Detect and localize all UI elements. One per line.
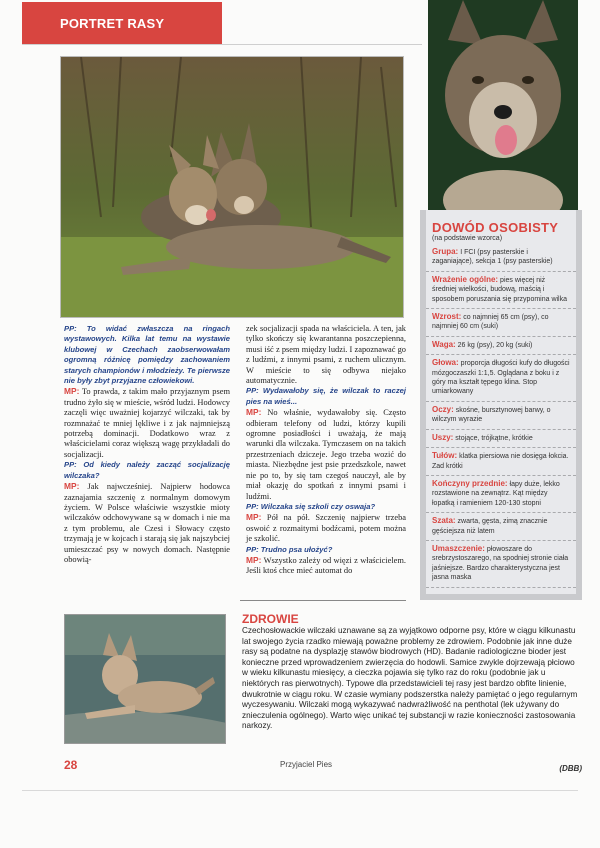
answer-text: zek socjalizacji spada na właściciela. A ten, jak tylko skończy się kwarantanna poszczepienna, musi iść z psem między ludzi. I zapoznawać go z ludźmi, z innymi psami, z ruchem ulicznym. W mieście to się odbywa niejako automatycznie. bbox=[246, 324, 406, 386]
interview-answer bbox=[246, 324, 406, 386]
header-divider bbox=[22, 44, 422, 45]
fact-value: klatka piersiowa nie dosięga łokcia. Zad krótki bbox=[432, 453, 569, 470]
fact-value: co najmniej 65 cm (psy), co najmniej 60 cm (suki) bbox=[432, 314, 549, 331]
health-title: ZDROWIE bbox=[242, 612, 299, 626]
fact-row bbox=[426, 430, 576, 448]
speaker-tag: MP: bbox=[246, 407, 262, 418]
fact-row bbox=[426, 244, 576, 272]
interview-answer bbox=[64, 481, 230, 565]
fact-label: Grupa: bbox=[432, 247, 459, 256]
fact-label: Wrażenie ogólne: bbox=[432, 274, 499, 284]
fact-value: łapy duże, lekko rozstawione na zewnątrz. Kąt między łopatką i ramieniem 120-130 stopni bbox=[432, 480, 560, 507]
interview-question: PP: To widać zwłaszcza na ringach wystawowych. Kilka lat temu na wystawie klubowej w Czechach zaobserwowałam ogromną różnicę pomiędzy zachowaniem starych championów i młodzieży. Te pierwsze nie były zbyt przyjazne człowiekowi. bbox=[64, 324, 230, 386]
fact-row bbox=[426, 309, 576, 337]
answer-text: To prawda, z takim mało przyjaznym psem trudno żyło się w mieście, wśród ludzi. Hodowcy zaczęli więc uważniej kojarzyć wilczaki, tak by rozmnażać te mniej lękliwe i z jak najmniejszą potrzebą dominacji. Dodatkowo wraz z właścicielami coraz większą wagę przykładali do socjalizacji. bbox=[64, 387, 230, 459]
fact-label: Tułów: bbox=[432, 451, 458, 461]
fact-row bbox=[426, 513, 576, 541]
fact-label: Umaszczenie: bbox=[432, 543, 485, 553]
fact-row bbox=[426, 337, 576, 355]
speaker-tag: MP: bbox=[64, 386, 80, 397]
speaker-tag: MP: bbox=[246, 512, 262, 523]
fact-value: płowoszare do srebrzystoszarego, na spodniej stronie ciała jaśniejsze. Bardzo charakterystyczna jest jasna maska bbox=[432, 545, 569, 582]
magazine-name: Przyjaciel Pies bbox=[280, 760, 333, 769]
page-number: 28 bbox=[64, 758, 78, 772]
answer-text: Wszystko zależy od więzi z właścicielem. Jeśli ktoś chce mieć automat do bbox=[246, 555, 406, 576]
interview-column-middle bbox=[246, 324, 406, 577]
interview-question: PP: Od kiedy należy zacząć socjalizację wilczaka? bbox=[64, 460, 230, 480]
interview-answer bbox=[64, 386, 230, 460]
fact-value: zwarta, gęsta, zimą znacznie gęściejsza niż latem bbox=[432, 518, 548, 535]
answer-text: No właśnie, wydawałoby się. Często odbieram telefony od ludzi, którzy kupili ogromne posiadłości i uważają, że mają warunki dla wilczaka. Tymczasem on na takich przestrzeniach dziczeje. Jego trzeba wozić do miasta. Niezbędne jest psie przedszkole, nawet nie po to, by się tam czegoś nauczył, ale by miał okazję do spotkań z innymi psami i ludźmi. bbox=[246, 408, 406, 501]
puppy-photo bbox=[64, 614, 226, 744]
answer-text: Pół na pół. Szczenię najpierw trzeba oswoić z rozmaitymi bodźcami, potem można je szkolić. bbox=[246, 513, 407, 544]
fact-value: proporcja długości kufy do długości mózgoczaszki 1:1,5. Oglądana z boku i z góry ma kształt tępego klina. Stop umiarkowany bbox=[432, 360, 570, 396]
footer-divider bbox=[22, 790, 578, 791]
wolfdog-portrait-photo bbox=[428, 0, 578, 210]
fact-row bbox=[426, 541, 576, 588]
interview-question: PP: Trudno psa ułożyć? bbox=[246, 544, 333, 554]
interview-column-left bbox=[64, 324, 230, 565]
sidebar-subtitle: (na podstawie wzorca) bbox=[432, 235, 503, 242]
health-text: Czechosłowackie wilczaki uznawane są za wyjątkowo odporne psy, które w ciągu kilkunastu lat swojego życia rzadko miewają poważne problemy ze zdrowiem. Podobnie jak inne duże rasy są podatne na dysplazję stawów biodrowych (HD). Badanie radiologiczne bioder jest konieczne przed wprowadzeniem zwierzęcia do hodowli. Samice zwykle dojrzewają płciowo w wieku kilkunastu miesięcy, a cieczka pojawia się tylko raz do roku (podobnie jak u niektórych ras pierwotnych). Typowe dla przedstawicieli tej rasy jest bardzo obfite linienie, dwukrotnie w ciągu roku. W czasie wymiany podszerstka należy pamiętać o jego regularnym wyczesywaniu. Wilczaki mogą wykazywać nadwrażliwość na penthotal (lek używany do znieczulenia ogólnego). Warto więc unikać tej substancji w razie konieczności zastosowania narkozy. bbox=[242, 626, 578, 731]
fact-label: Oczy: bbox=[432, 404, 454, 414]
interview-answer bbox=[246, 407, 406, 502]
fact-value: skośne, bursztynowej barwy, o wilczym wyrazie bbox=[432, 406, 551, 424]
fact-row bbox=[426, 476, 576, 513]
author-signature: (DBB) bbox=[559, 764, 582, 773]
fact-value: pies więcej niż średniej wielkości, budową, maścią i sposobem poruszania się przypomina wilka bbox=[432, 276, 568, 303]
fact-label: Waga: bbox=[432, 339, 456, 349]
answer-text: Jak najwcześniej. Najpierw hodowca zaznajamia szczenię z normalnym domowym życiem. W Polsce właściwie wszystkie mioty wilczaków odchowywane są w domach i nie ma z tym problemu, ale Czesi i Słowacy często trzymają je w kojcach i starają się jak najszybciej umieszczać psy w nowych domach. Następnie obowią- bbox=[64, 482, 230, 564]
interview-answer bbox=[246, 555, 406, 577]
fact-label: Głowa: bbox=[432, 358, 459, 368]
speaker-tag: MP: bbox=[64, 481, 80, 492]
fact-row bbox=[426, 448, 576, 476]
fact-row bbox=[426, 402, 576, 430]
fact-value: stojące, trójkątne, krótkie bbox=[455, 434, 533, 442]
fact-value: I FCI (psy pasterskie i zaganiające), sekcja 1 (psy pasterskie) bbox=[432, 249, 553, 266]
fact-label: Kończyny przednie: bbox=[432, 478, 508, 488]
column-divider bbox=[240, 600, 406, 601]
fact-row bbox=[426, 272, 576, 309]
fact-label: Uszy: bbox=[432, 432, 454, 442]
two-wolfdogs-photo bbox=[60, 56, 404, 318]
interview-question: PP: Wilczaka się szkoli czy oswaja? bbox=[246, 501, 376, 511]
fact-row bbox=[426, 355, 576, 402]
interview-answer bbox=[246, 512, 406, 544]
section-header: PORTRET RASY bbox=[22, 2, 222, 44]
sidebar-title: DOWÓD OSOBISTY bbox=[432, 220, 559, 235]
breed-id-sidebar bbox=[420, 210, 582, 600]
fact-label: Wzrost: bbox=[432, 312, 462, 322]
fact-label: Szata: bbox=[432, 516, 456, 526]
fact-value: 26 kg (psy), 20 kg (suki) bbox=[457, 341, 533, 349]
interview-question: PP: Wydawałoby się, że wilczak to raczej pies na wieś... bbox=[246, 386, 406, 406]
speaker-tag: MP: bbox=[246, 554, 262, 565]
